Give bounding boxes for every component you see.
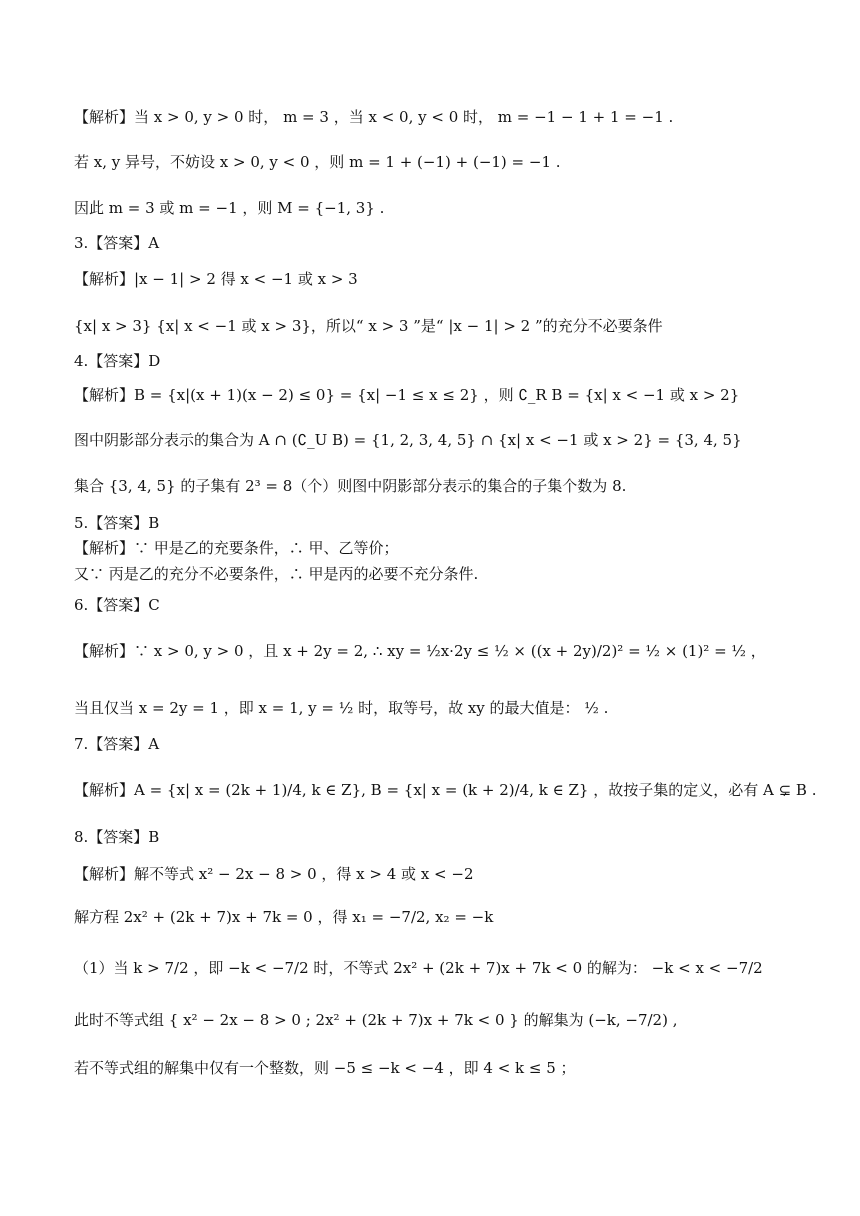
solution-5-line-2: 又∵ 丙是乙的充分不必要条件，∴ 甲是丙的必要不充分条件.: [74, 565, 479, 583]
solution-4-line-1: 【解析】B = {x|(x + 1)(x − 2) ≤ 0} = {x| −1 ≤ x ≤ 2} ，则 ∁_R B = {x| x < −1 或 x > 2}: [74, 386, 740, 404]
answer-4: 4.【答案】D: [74, 352, 161, 370]
solution-4-line-2: 图中阴影部分表示的集合为 A ∩ (∁_U B) = {1, 2, 3, 4, 5} ∩ {x| x < −1 或 x > 2} = {3, 4, 5}: [74, 431, 742, 449]
answer-7: 7.【答案】A: [74, 735, 160, 753]
solution-8-line-4: 此时不等式组 { x² − 2x − 8 > 0 ; 2x² + (2k + 7)x + 7k < 0 } 的解集为 (−k, −7/2) ,: [74, 1011, 678, 1029]
solution-4-line-3: 集合 {3, 4, 5} 的子集有 2³ = 8（个）则图中阴影部分表示的集合的子集个数为 8.: [74, 477, 627, 495]
solution-6-line-2: 当且仅当 x = 2y = 1 ，即 x = 1, y = ½ 时，取等号，故 xy 的最大值是： ½ .: [74, 699, 609, 717]
answer-6: 6.【答案】C: [74, 596, 160, 614]
solution-3-line-1: 【解析】|x − 1| > 2 得 x < −1 或 x > 3: [74, 270, 358, 288]
solution-8-line-5: 若不等式组的解集中仅有一个整数，则 −5 ≤ −k < −4 ，即 4 < k ≤ 5 ；: [74, 1059, 576, 1077]
solution-8-line-3: （1）当 k > 7/2 ，即 −k < −7/2 时，不等式 2x² + (2k + 7)x + 7k < 0 的解为： −k < x < −7/2: [74, 959, 763, 977]
answer-3: 3.【答案】A: [74, 234, 160, 252]
solution-line-1: 【解析】当 x > 0, y > 0 时， m = 3 ，当 x < 0, y < 0 时， m = −1 − 1 + 1 = −1 .: [74, 108, 674, 126]
answer-5: 5.【答案】B: [74, 514, 160, 532]
solution-7-line-1: 【解析】A = {x| x = (2k + 1)/4, k ∈ Z}, B = {x| x = (k + 2)/4, k ∈ Z} ，故按子集的定义，必有 A ⊊ B .: [74, 781, 817, 799]
solution-8-line-2: 解方程 2x² + (2k + 7)x + 7k = 0 ，得 x₁ = −7/2, x₂ = −k: [74, 908, 494, 926]
solution-5-line-1: 【解析】∵ 甲是乙的充要条件，∴ 甲、乙等价；: [74, 539, 399, 557]
solution-8-line-1: 【解析】解不等式 x² − 2x − 8 > 0 ，得 x > 4 或 x < −2: [74, 865, 474, 883]
solution-line-3: 因此 m = 3 或 m = −1 ，则 M = {−1, 3} .: [74, 199, 385, 217]
answer-8: 8.【答案】B: [74, 828, 160, 846]
solution-3-line-2: {x| x > 3} {x| x < −1 或 x > 3}，所以“ x > 3 ”是“ |x − 1| > 2 ”的充分不必要条件: [74, 317, 663, 335]
solution-line-2: 若 x, y 异号，不妨设 x > 0, y < 0 ，则 m = 1 + (−1) + (−1) = −1 .: [74, 153, 561, 171]
solution-6-line-1: 【解析】∵ x > 0, y > 0 ，且 x + 2y = 2, ∴ xy = ½x·2y ≤ ½ × ((x + 2y)/2)² = ½ × (1)² = ½ ，: [74, 642, 766, 660]
